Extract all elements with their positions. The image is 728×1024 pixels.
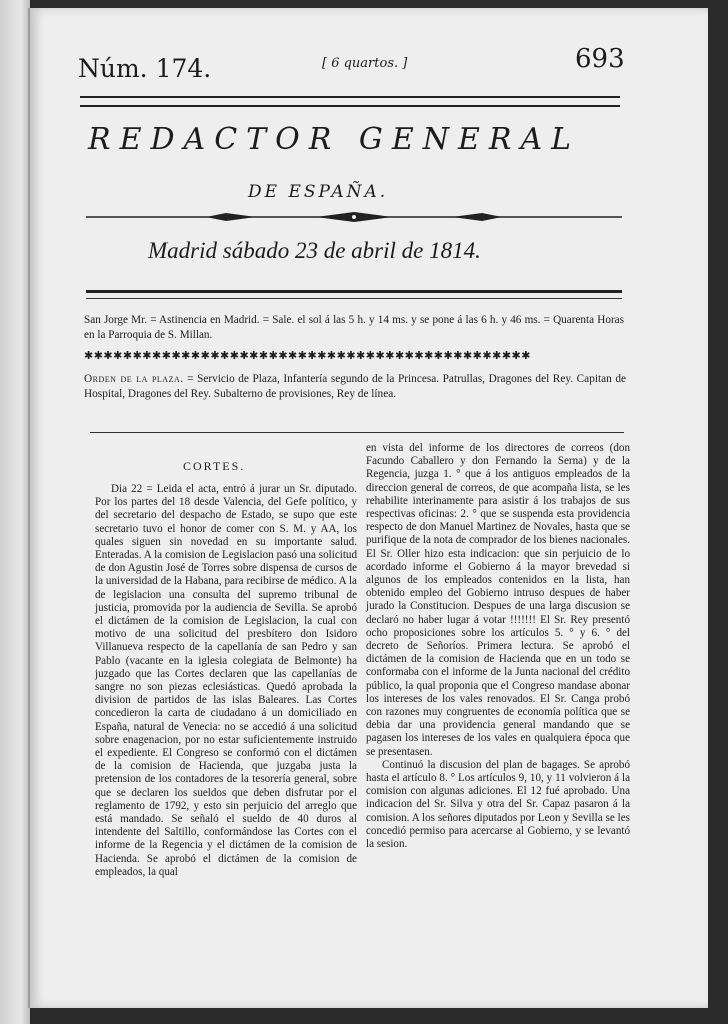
saints-of-the-day: San Jorge Mr. = Astinencia en Madrid. = Sale. el sol á las 5 h. y 14 ms. y se pone á las 6 h. y 46 ms. = Quarenta Horas en la Parroquia de S. Millan.	[84, 314, 624, 341]
page-number: 693	[575, 44, 625, 74]
section-rule	[90, 432, 624, 433]
date-rule-top	[86, 290, 622, 293]
date-rule-bottom	[86, 298, 622, 299]
ornamental-divider	[86, 211, 622, 223]
column-right-text-1: en vista del informe de los directores de correos (don Facundo Caballero y don Fernando la Serna) y de la Regencia, juzga 1. ° que á los antiguos empleados de la direccion general de correos, de que acompaña lista, se les rehabilite interinamente para asistir á los trabajos de sus respectivas oficinas: 2. ° que se suspenda esta providencia respecto de don Manuel Martinez de Novales, hasta que se purifique de la nota de comprador de los bienes nacionales. El Sr. Oller hizo esta indicacion: que sin perjuicio de lo acordado informe el Gobierno á la mayor brevedad si algunos de los empleados contenidos en la lista, han obtenido empleo del Gobierno intruso despues de haber jurado la Constitucion. Despues de una larga discusion se declaró no haber lugar á votar !!!!!!! El Sr. Rey presentó ocho proposiciones sobre los artículos 5. ° y 6. ° del decreto de Señoríos. Primera lectura. Se aprobó el dictámen de la comision de Hacienda que en un todo se conformaba con el informe de la Junta nacional del crédito público, la qual proponia que el Congreso mandase abonar los intereses de los vales renovados. El Sr. Canga probó con razones muy congruentes de economía política que se debia dar una providencia general mandando que se pagasen los intereses de los vales en qualquiera época que se presentasen.	[366, 442, 630, 758]
masthead-title: REDACTOR GENERAL	[88, 122, 581, 157]
column-right	[366, 442, 630, 851]
facing-page-edge	[0, 0, 30, 1024]
orden-de-la-plaza	[84, 372, 626, 401]
column-left-text: Dia 22 = Leida el acta, entró á jurar un Sr. diputado. Por los partes del 18 desde Valencia, del Gefe político, y del secretario del despacho de Estado, se supo que este secretario tuvo el honor de comer con S. M. y AA, los quales siguen sin novedad en su importante salud. Enteradas. A la comision de Legislacion pasó una solicitud de don Agustin José de Torres sobre dispensa de cursos de la universidad de la Habana, para recibirse de médico. A la de legislacion una consulta del supremo tribunal de justicia, promovida por la audiencia de Sevilla. Se aprobó el dictámen de la comision de Legislacion, la cual con motivo de una solicitud del presbítero don Isidoro Villanueva respecto de la capellanía de san Pedro y san Pablo (vacante en la iglesia colegiata de Belmonte) ha juzgado que las Cortes declaren que las capellanías de sangre no son piezas eclesiásticas. Quedó aprobada la division de partidos de las islas Baleares. Las Cortes concedieron la carta de ciudadano á un domiciliado en España, natural de Venecia: no se accedió á una solicitud sobre enagenacion, por no estar suficientemente instruido el expediente. El Congreso se conformó con el dictámen de la comision de Hacienda, que juzgaba justa la pretension de los contadores de la tesorería general, sobre que se declaren los sueldos que deben disfrutar por el reglamento de 1792, y esto sin perjuicio del arreglo que está mandado. Se señaló el sueldo de 40 duros al intendente del Saltillo, conformándose las Cortes con el informe de la Regencia y el dictámen de la comision de Hacienda. Se aprobó el dictámen de la comision de empleados, la qual	[95, 483, 357, 878]
issue-number: Núm. 174.	[78, 54, 212, 83]
section-title-cortes: CORTES.	[183, 459, 246, 473]
star-divider: ✱✱✱✱✱✱✱✱✱✱✱✱✱✱✱✱✱✱✱✱✱✱✱✱✱✱✱✱✱✱✱✱✱✱✱✱✱✱✱✱✱✱✱✱✱✱	[84, 349, 531, 362]
dateline: Madrid sábado 23 de abril de 1814.	[148, 238, 481, 263]
header-double-rule	[80, 96, 620, 107]
column-left	[95, 483, 357, 879]
column-right-text-2: Continuó la discusion del plan de bagages. Se aprobó hasta el artículo 8. ° Los artículos 9, 10, y 11 volvieron á la comision con algunas adiciones. El 12 fué aprobado. Una indicacion del Sr. Silva y otra del Sr. Capaz pasaron á la comision. A los señores diputados por Leon y Sevilla se les concedió permiso para acercarse al Gobierno, y se levantó la sesion.	[366, 758, 630, 851]
masthead-subtitle: DE ESPAÑA.	[248, 182, 389, 202]
issue-price: [ 6 quartos. ]	[322, 56, 408, 71]
orden-text: = Servicio de Plaza, Infantería segundo de la Princesa. Patrullas, Dragones del Rey. Capitan de Hospital, Dragones del Rey. Subalterno de provisiones, Rey de línea.	[84, 373, 627, 400]
orden-label: Orden de la plaza.	[84, 373, 184, 385]
